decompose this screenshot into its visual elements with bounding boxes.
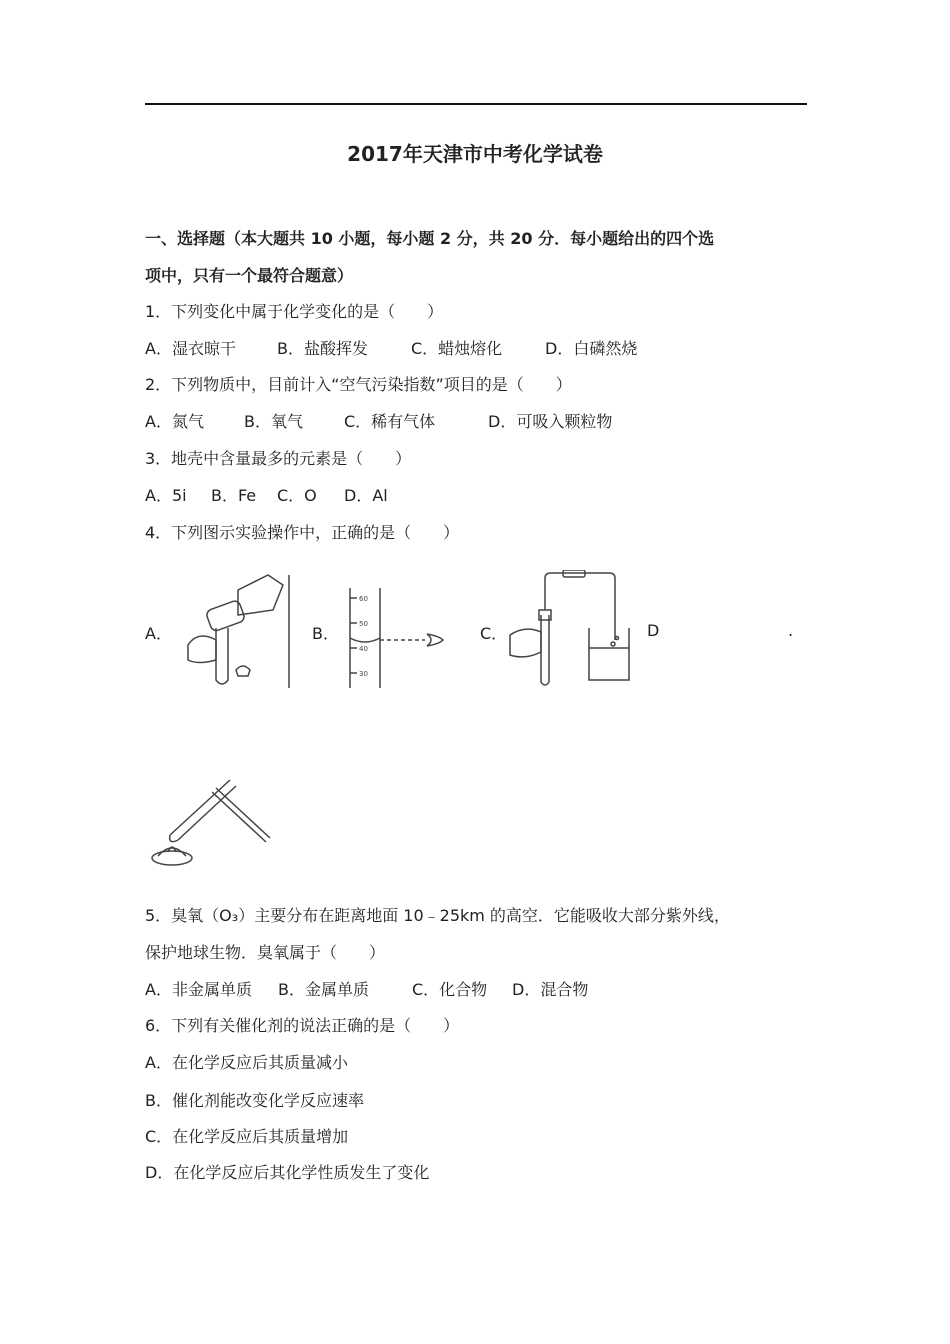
q5-option-d[interactable]: D．混合物 [512,980,589,999]
section-heading-line1: 一、选择题（本大题共 10 小题，每小题 2 分，共 20 分．每小题给出的四个选 [145,229,715,248]
q2-option-a[interactable]: A．氮气 [145,412,204,431]
page-title: 2017年天津市中考化学试卷 [347,142,603,166]
q4-option-a-label[interactable]: A． [145,624,172,643]
question-5-line2: 保护地球生物．臭氧属于（ ） [145,943,386,962]
q5-option-a[interactable]: A．非金属单质 [145,980,252,999]
question-5-options [145,979,588,1001]
q6-option-b[interactable]: B．催化剂能改变化学反应速率 [145,1091,364,1110]
question-3-options [145,485,388,507]
q5-option-b[interactable]: B．金属单质 [278,980,369,999]
q6-option-c[interactable]: C．在化学反应后其质量增加 [145,1127,349,1146]
airtightness-check-diagram [505,570,635,690]
question-3-stem: 3．地壳中含量最多的元素是（ ） [145,449,412,468]
q1-option-b[interactable]: B．盐酸挥发 [277,339,368,358]
q6-option-d[interactable]: D．在化学反应后其化学性质发生了变化 [145,1163,430,1182]
q3-option-d[interactable]: D．Al [344,486,388,505]
cylinder-tick-30: 30 [359,670,368,678]
q6-option-a[interactable]: A．在化学反应后其质量减小 [145,1053,348,1072]
heating-test-tube-diagram [140,770,280,880]
q4-option-c-label[interactable]: C． [480,624,508,643]
question-5-line1: 5．臭氧（O₃）主要分布在距离地面 10﹣25km 的高空．它能吸收大部分紫外线， [145,906,730,925]
section-heading-line2: 项中，只有一个最符合题意） [145,266,354,285]
q2-option-c[interactable]: C．稀有气体 [344,412,436,431]
q1-option-a[interactable]: A．湿衣晾干 [145,339,236,358]
q3-option-b[interactable]: B．Fe [211,486,257,505]
cylinder-tick-40: 40 [359,645,368,653]
question-6-stem: 6．下列有关催化剂的说法正确的是（ ） [145,1016,460,1035]
q1-option-d[interactable]: D．白磷然烧 [545,339,638,358]
question-4-stem: 4．下列图示实验操作中，正确的是（ ） [145,523,460,542]
q2-option-b[interactable]: B．氧气 [244,412,303,431]
question-2-options [145,411,612,433]
q5-option-c[interactable]: C．化合物 [412,980,488,999]
q3-option-c[interactable]: C．O [277,486,317,505]
q3-option-a[interactable]: A．5i [145,486,187,505]
q4-option-d-label[interactable]: D [647,621,660,640]
graduated-cylinder-diagram [335,588,455,688]
cylinder-tick-60: 60 [359,595,368,603]
question-1-options [145,338,637,360]
cylinder-tick-50: 50 [359,620,368,628]
q2-option-d[interactable]: D．可吸入颗粒物 [488,412,613,431]
test-tube-pouring-diagram [178,570,298,690]
q4-option-b-label[interactable]: B． [312,624,339,643]
q4-option-d-period: . [788,621,794,640]
question-2-stem: 2．下列物质中，目前计入“空气污染指数”项目的是（ ） [145,375,572,394]
top-rule [145,103,807,105]
q1-option-c[interactable]: C．蜡烛熔化 [411,339,503,358]
question-1-stem: 1．下列变化中属于化学变化的是（ ） [145,302,444,321]
